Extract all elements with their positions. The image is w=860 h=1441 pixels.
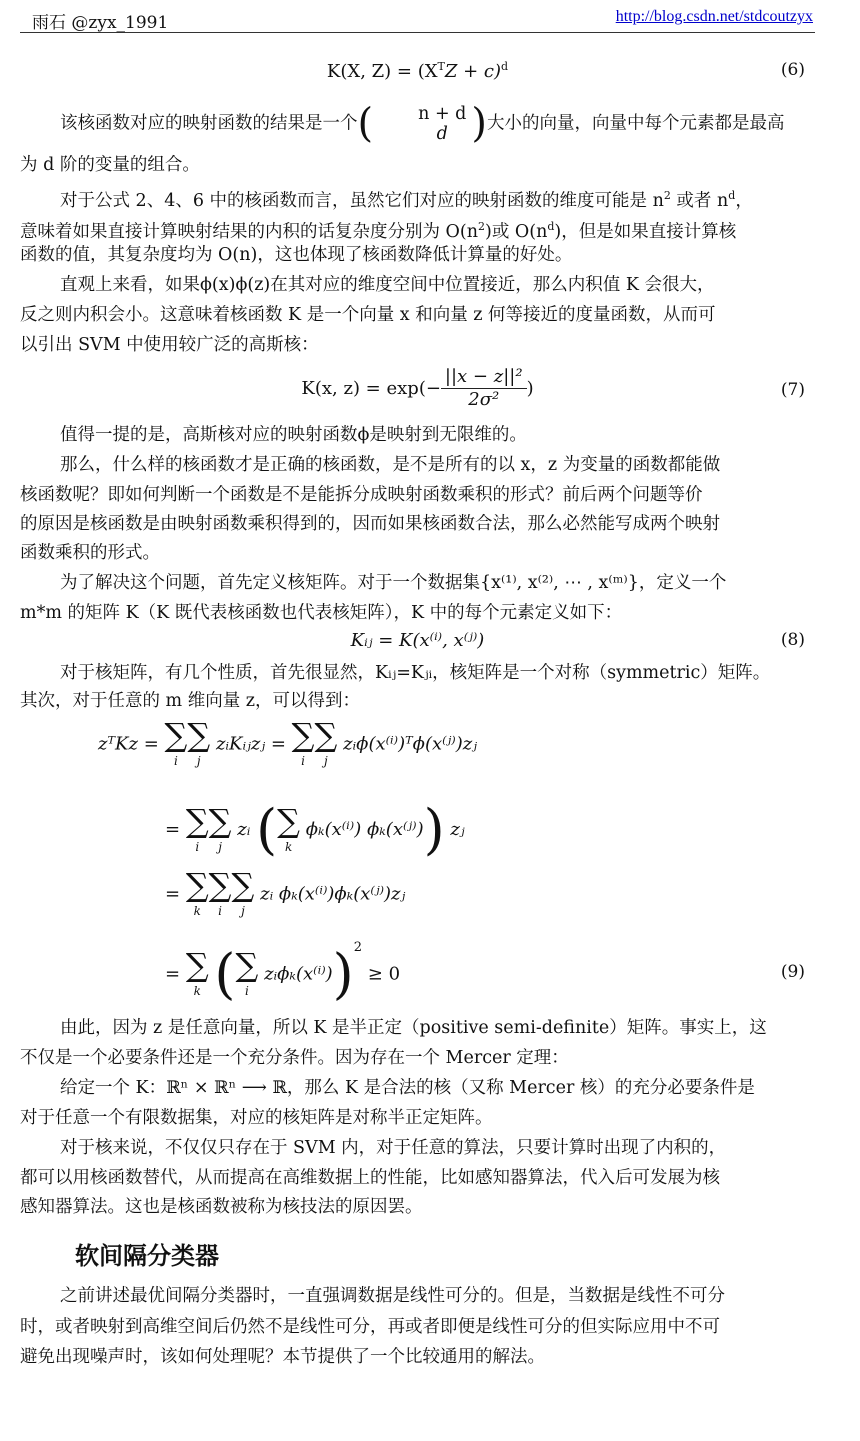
section-heading: 软间隔分类器: [75, 1242, 219, 1270]
paragraph-3-line-2: 反之则内积会小。这意味着核函数 K 是一个向量 x 和向量 z 何等接近的度量函数，从而可: [20, 305, 716, 325]
paragraph-5-line-4: 函数乘积的形式。: [20, 543, 160, 563]
header-author: 雨石 @zyx_1991: [32, 13, 169, 33]
equation-7: K(x, z) = exp(− $\frac{\text{||x − z||²}}{\text{2σ²}}$ ) (7): [301, 366, 805, 410]
equation-number: (8): [780, 630, 805, 650]
paragraph-3-line-3: 以引出 SVM 中使用较广泛的高斯核：: [20, 335, 319, 355]
eq9-line-1: zᵀKz = ∑ i ∑ j zᵢKᵢⱼzⱼ = ∑ i ∑ j zᵢϕ(x⁽ⁱ⁾)ᵀϕ(x⁽ʲ⁾)zⱼ: [98, 716, 477, 768]
paragraph-9-line-2: 对于任意一个有限数据集，对应的核矩阵是对称半正定矩阵。: [20, 1108, 493, 1128]
equation-6: K(X, $Z) = (X^TZ + c)^d$ (6): [326, 60, 805, 82]
equation-number: (6): [780, 60, 805, 80]
paragraph-7-line-1: 对于核矩阵，有几个性质，首先很显然，Kᵢⱼ=Kⱼᵢ，核矩阵是一个对称（symmetric）矩阵。: [60, 663, 771, 683]
paragraph-10-line-3: 感知器算法。这也是核函数被称为核技法的原因罢。: [20, 1197, 423, 1217]
paragraph-2-line-2: 意味着如果直接计算映射结果的内积的话复杂度分别为 $O(n^2)$或 $O(n^d)$，但是如果直接计算核: [20, 220, 737, 242]
eq9-line-3: = ∑ k ∑ i ∑ j zᵢ ϕₖ(x⁽ⁱ⁾)ϕₖ(x⁽ʲ⁾)zⱼ: [165, 866, 406, 918]
paragraph-10-line-2: 都可以用核函数替代，从而提高在高维数据上的性能，比如感知器算法，代入后可发展为核: [20, 1168, 720, 1188]
paragraph-10-line-1: 对于核来说，不仅仅只存在于 SVM 内，对于任意的算法，只要计算时出现了内积的，: [60, 1138, 727, 1158]
paragraph-11-line-2: 时，或者映射到高维空间后仍然不是线性可分，再或者即便是线性可分的但实际应用中不可: [20, 1317, 720, 1337]
paragraph-1: 该核函数对应的映射函数的结果是一个( n + d d )大小的向量，向量中每个元素都是最高: [60, 100, 785, 147]
paragraph-11-line-3: 避免出现噪声时，该如何处理呢？本节提供了一个比较通用的解法。: [20, 1347, 545, 1367]
paragraph-5-line-1: 那么，什么样的核函数才是正确的核函数，是不是所有的以 x，z 为变量的函数都能做: [60, 455, 721, 475]
header-url-link[interactable]: http://blog.csdn.net/stdcoutzyx: [615, 8, 813, 25]
paragraph-6-line-2: m*m 的矩阵 K（K 既代表核函数也代表核矩阵），K 中的每个元素定义如下：: [20, 603, 623, 623]
eq9-line-4: = ∑ k ( ∑ i zᵢϕₖ(x⁽ⁱ⁾))$^2$ ≥ 0: [165, 940, 401, 1006]
paragraph-1-cont: 为 d 阶的变量的组合。: [20, 155, 200, 175]
paragraph-5-line-3: 的原因是核函数是由映射函数乘积得到的，因而如果核函数合法，那么必然能写成两个映射: [20, 514, 720, 534]
paragraph-6-line-1: 为了解决这个问题，首先定义核矩阵。对于一个数据集{x⁽¹⁾, x⁽²⁾, ⋯ , x⁽ᵐ⁾}，定义一个: [60, 573, 727, 593]
eq9-line-2: = ∑ i ∑ j zᵢ ( ∑ k ϕₖ(x⁽ⁱ⁾) ϕₖ(x⁽ʲ⁾)) zⱼ: [165, 798, 465, 861]
equation-8: Kᵢⱼ = K(x⁽ⁱ⁾, x⁽ʲ⁾) (8): [350, 630, 805, 651]
page-header: [20, 6, 815, 33]
paragraph-8-line-2: 不仅是一个必要条件还是一个充分条件。因为存在一个 Mercer 定理：: [20, 1048, 569, 1068]
paragraph-7-line-2: 其次，对于任意的 m 维向量 z，可以得到：: [20, 691, 361, 711]
paragraph-9-line-1: 给定一个 K：ℝⁿ × ℝⁿ ⟶ ℝ，那么 K 是合法的核（又称 Mercer 核）的充分必要条件是: [60, 1078, 755, 1098]
paragraph-4: 值得一提的是，高斯核对应的映射函数ϕ是映射到无限维的。: [60, 425, 527, 445]
paragraph-2-line-1: 对于公式 2、4、6 中的核函数而言，虽然它们对应的映射函数的维度可能是 $n^2$ 或者 $n^d$，: [60, 189, 753, 211]
paragraph-3-line-1: 直观上来看，如果ϕ(x)ϕ(z)在其对应的维度空间中位置接近，那么内积值 K 会很大，: [60, 275, 715, 295]
paragraph-11-line-1: 之前讲述最优间隔分类器时，一直强调数据是线性可分的。但是，当数据是线性不可分: [60, 1286, 725, 1306]
paragraph-8-line-1: 由此，因为 z 是任意向量，所以 K 是半正定（positive semi-definite）矩阵。事实上，这: [60, 1018, 767, 1038]
paragraph-5-line-2: 核函数呢？即如何判断一个函数是不是能拆分成映射函数乘积的形式？前后两个问题等价: [20, 485, 703, 505]
paragraph-2-line-3: 函数的值，其复杂度均为 O(n)，这也体现了核函数降低计算量的好处。: [20, 245, 573, 265]
equation-number: (7): [780, 380, 805, 400]
equation-number: (9): [780, 962, 805, 982]
